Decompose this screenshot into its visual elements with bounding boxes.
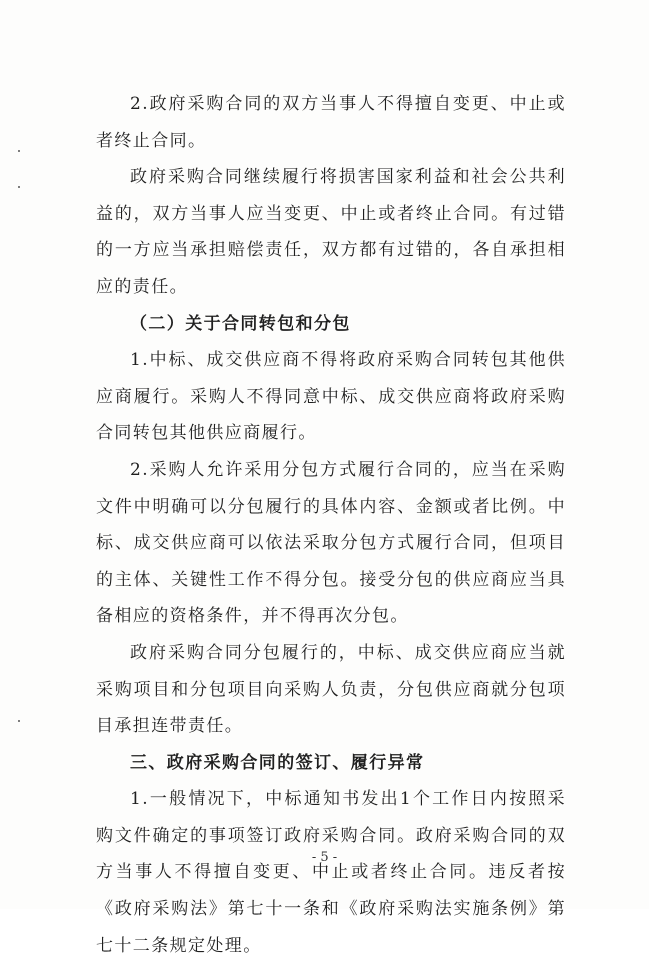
section-heading-subcontracting: （二）关于合同转包和分包	[130, 313, 351, 334]
section-heading-signing-anomalies: 三、政府采购合同的签订、履行异常	[130, 752, 425, 773]
paragraph-contract-change-public-interest: 政府采购合同继续履行将损害国家利益和社会公共利益的，双方当事人应当变更、中止或者终止合同。有过错的一方应当承担赔偿责任，双方都有过错的，各自承担相应的责任。	[96, 167, 566, 297]
paragraph-no-transfer: 1.中标、成交供应商不得将政府采购合同转包其他供应商履行。采购人不得同意中标、成交供应商将政府采购合同转包其他供应商履行。	[96, 350, 566, 444]
scan-speck	[18, 150, 20, 152]
body-text	[96, 86, 566, 964]
paragraph-subcontract-allowed: 2.采购人允许采用分包方式履行合同的，应当在采购文件中明确可以分包履行的具体内容、金额或者比例。中标、成交供应商可以依法采取分包方式履行合同，但项目的主体、关键性工作不得分包。接受分包的供应商应当具备相应的资格条件，并不得再次分包。	[96, 459, 566, 627]
scan-speck	[18, 186, 20, 188]
scan-speck	[18, 720, 20, 722]
paragraph-signing-deadline: 1.一般情况下，中标通知书发出1个工作日内按照采购文件确定的事项签订政府采购合同。政府采购合同的双方当事人不得擅自变更、中止或者终止合同。违反者按《政府采购法》第七十一条和《政府采购法实施条例》第七十二条规定处理。	[96, 789, 566, 956]
paragraph-contract-no-unilateral-change: 2.政府采购合同的双方当事人不得擅自变更、中止或者终止合同。	[96, 94, 566, 151]
paragraph-joint-liability: 政府采购合同分包履行的，中标、成交供应商应当就采购项目和分包项目向采购人负责，分包供应商就分包项目承担连带责任。	[96, 642, 566, 737]
page-number: - 5 -	[311, 850, 338, 865]
